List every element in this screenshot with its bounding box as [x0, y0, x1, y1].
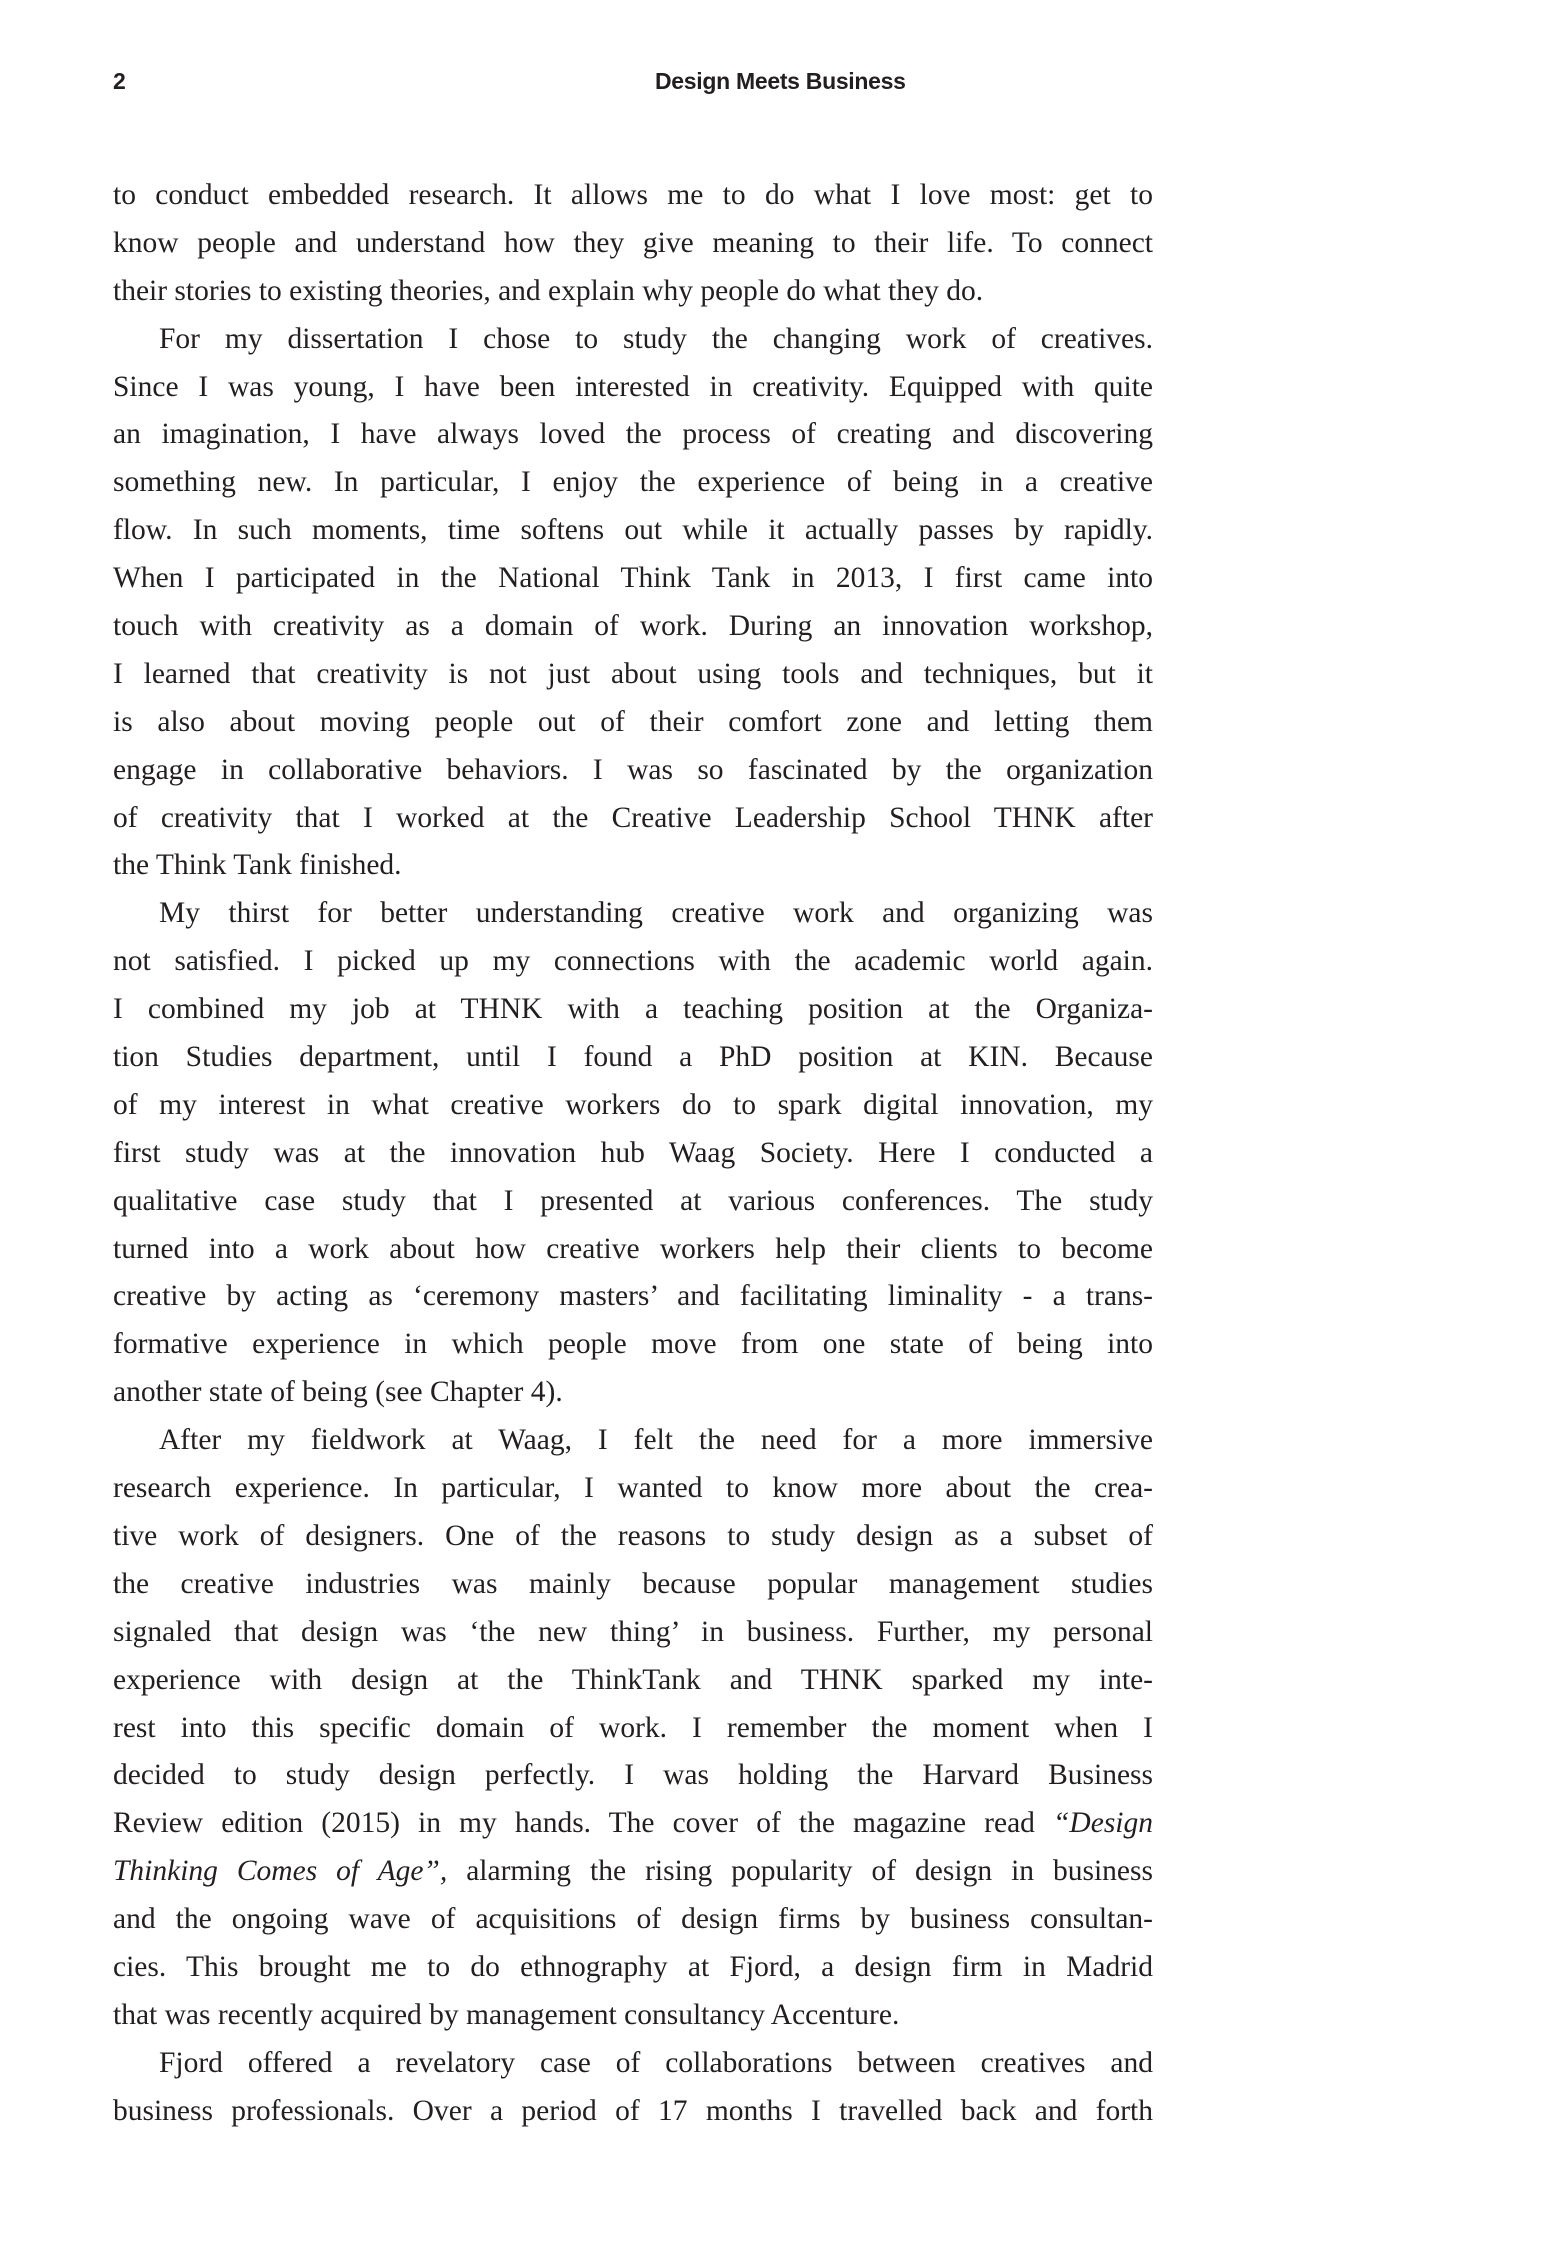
text-segment: cies. This brought me to do ethnography at Fjord, a design firm in Madrid	[113, 1950, 1153, 1983]
text-line	[113, 1561, 1153, 1609]
text-segment: After my fieldwork at Waag, I felt the need for a more immersive	[159, 1424, 1153, 1457]
paragraph-first-line	[113, 316, 1153, 364]
text-segment: formative experience in which people move from one state of being into	[113, 1328, 1153, 1361]
text-line	[113, 1944, 1153, 1992]
text-line	[113, 1657, 1153, 1705]
text-line	[113, 1800, 1153, 1848]
text-line	[113, 1369, 1153, 1417]
text-segment: touch with creativity as a domain of work. During an innovation workshop,	[113, 610, 1153, 643]
text-segment: My thirst for better understanding creative work and organizing was	[159, 897, 1153, 930]
text-segment: tion Studies department, until I found a PhD position at KIN. Because	[113, 1041, 1153, 1074]
text-line	[113, 2088, 1153, 2136]
text-line	[113, 1609, 1153, 1657]
text-line	[113, 1513, 1153, 1561]
text-segment: experience with design at the ThinkTank and THNK sparked my inte-	[113, 1663, 1153, 1696]
text-line	[113, 747, 1153, 795]
text-segment: the creative industries was mainly because popular management studies	[113, 1567, 1153, 1600]
text-line	[113, 411, 1153, 459]
text-segment: rest into this specific domain of work. I remember the moment when I	[113, 1711, 1153, 1744]
text-segment: their stories to existing theories, and explain why people do what they do.	[113, 274, 984, 307]
text-line	[113, 1130, 1153, 1178]
text-segment: Fjord offered a revelatory case of collaborations between creatives and	[159, 2046, 1153, 2079]
text-line	[113, 1226, 1153, 1274]
text-line	[113, 268, 1153, 316]
paragraph-first-line	[113, 2040, 1153, 2088]
text-line	[113, 1034, 1153, 1082]
italic-text: “Design	[1053, 1807, 1153, 1840]
text-line	[113, 220, 1153, 268]
text-segment: qualitative case study that I presented at various conferences. The study	[113, 1184, 1153, 1217]
page-number: 2	[113, 68, 126, 94]
text-segment: signaled that design was ‘the new thing’ in business. Further, my personal	[113, 1615, 1153, 1648]
text-segment: I learned that creativity is not just about using tools and techniques, but it	[113, 657, 1153, 690]
text-line	[113, 651, 1153, 699]
text-line	[113, 603, 1153, 651]
text-segment: tive work of designers. One of the reasons to study design as a subset of	[113, 1519, 1153, 1552]
text-segment: another state of being (see Chapter 4).	[113, 1376, 563, 1409]
text-segment: flow. In such moments, time softens out while it actually passes by rapidly.	[113, 514, 1153, 547]
text-segment: Since I was young, I have been interested in creativity. Equipped with quite	[113, 370, 1153, 403]
text-line	[113, 1465, 1153, 1513]
text-segment: research experience. In particular, I wanted to know more about the crea-	[113, 1472, 1153, 1505]
italic-text: Thinking Comes of Age”,	[113, 1855, 448, 1888]
text-segment: turned into a work about how creative workers help their clients to become	[113, 1232, 1153, 1265]
text-segment: creative by acting as ‘ceremony masters’ and facilitating liminality - a trans-	[113, 1280, 1153, 1313]
text-line	[113, 172, 1153, 220]
text-line	[113, 364, 1153, 412]
paragraph-first-line	[113, 1417, 1153, 1465]
text-line	[113, 555, 1153, 603]
text-line	[113, 938, 1153, 986]
text-segment: something new. In particular, I enjoy the experience of being in a creative	[113, 466, 1153, 499]
text-segment: the Think Tank finished.	[113, 849, 402, 882]
text-segment: For my dissertation I chose to study the changing work of creatives.	[159, 322, 1153, 355]
text-line	[113, 507, 1153, 555]
text-line	[113, 1896, 1153, 1944]
running-title: Design Meets Business	[655, 68, 906, 94]
text-segment: and the ongoing wave of acquisitions of design firms by business consultan-	[113, 1903, 1153, 1936]
text-segment: to conduct embedded research. It allows me to do what I love most: get to	[113, 179, 1153, 211]
text-segment: is also about moving people out of their comfort zone and letting them	[113, 705, 1153, 738]
text-segment: an imagination, I have always loved the process of creating and discovering	[113, 418, 1153, 451]
text-segment: business professionals. Over a period of 17 months I travelled back and forth	[113, 2094, 1153, 2127]
text-segment: Review edition (2015) in my hands. The cover of the magazine read	[113, 1807, 1054, 1840]
text-segment: decided to study design perfectly. I was holding the Harvard Business	[113, 1759, 1153, 1792]
text-line	[113, 1848, 1153, 1896]
text-segment: of creativity that I worked at the Creative Leadership School THNK after	[113, 801, 1153, 834]
text-line	[113, 459, 1153, 507]
body-text	[113, 172, 1153, 2136]
text-segment: alarming the rising popularity of design in business	[447, 1855, 1153, 1888]
text-line	[113, 699, 1153, 747]
text-segment: first study was at the innovation hub Waag Society. Here I conducted a	[113, 1136, 1153, 1169]
text-line	[113, 1321, 1153, 1369]
text-segment: of my interest in what creative workers do to spark digital innovation, my	[113, 1088, 1153, 1121]
text-line	[113, 1992, 1153, 2040]
text-line	[113, 1273, 1153, 1321]
text-line	[113, 1082, 1153, 1130]
text-segment: not satisfied. I picked up my connections with the academic world again.	[113, 945, 1153, 978]
text-line	[113, 795, 1153, 843]
text-line	[113, 1705, 1153, 1753]
paragraph-first-line	[113, 890, 1153, 938]
text-line	[113, 1752, 1153, 1800]
text-line	[113, 1178, 1153, 1226]
text-segment: engage in collaborative behaviors. I was so fascinated by the organization	[113, 753, 1153, 786]
text-line	[113, 842, 1153, 890]
text-segment: know people and understand how they give meaning to their life. To connect	[113, 226, 1153, 259]
text-segment: When I participated in the National Think Tank in 2013, I first came into	[113, 562, 1153, 595]
text-segment: that was recently acquired by management consultancy Accenture.	[113, 1998, 900, 2031]
text-segment: I combined my job at THNK with a teaching position at the Organiza-	[113, 993, 1153, 1026]
text-line	[113, 986, 1153, 1034]
